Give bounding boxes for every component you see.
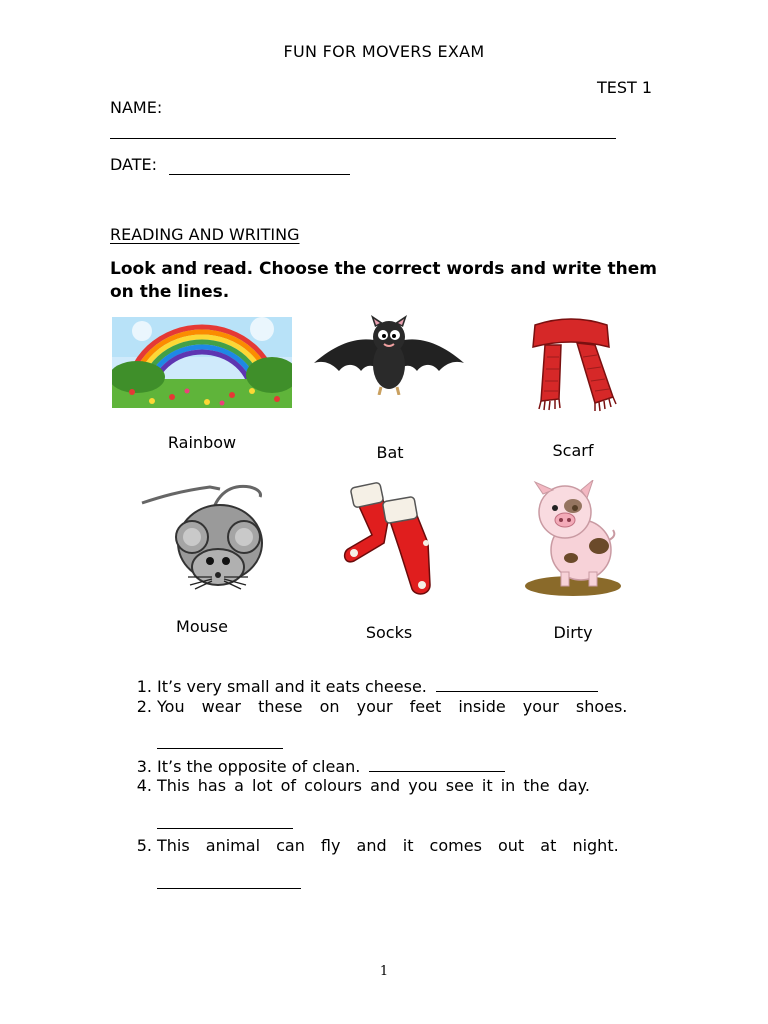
question-text: It’s very small and it eats cheese. (157, 677, 427, 696)
caption-mouse: Mouse (176, 617, 228, 636)
caption-scarf: Scarf (552, 441, 594, 460)
question-text: This animal can fly and it comes out at night. (157, 836, 619, 855)
question-number: 3. (136, 757, 152, 776)
caption-socks: Socks (365, 623, 413, 642)
question-text: You wear these on your feet inside your shoes. (157, 697, 628, 716)
exam-title: FUN FOR MOVERS EXAM (283, 42, 485, 61)
answer-blank[interactable] (157, 874, 301, 889)
dirty-pig-picture (521, 480, 623, 600)
answer-blank[interactable] (157, 814, 293, 829)
name-answer-line[interactable] (110, 138, 616, 139)
question-number: 2. (136, 697, 152, 716)
date-label: DATE: (110, 155, 158, 174)
question-text: It’s the opposite of clean. (157, 757, 361, 776)
caption-rainbow: Rainbow (167, 433, 237, 452)
rainbow-picture (112, 317, 292, 408)
test-label: TEST 1 (597, 78, 653, 97)
question-number: 1. (136, 677, 152, 696)
section-heading: READING AND WRITING (110, 225, 300, 244)
question-number: 4. (136, 776, 152, 795)
page-number: 1 (379, 964, 389, 979)
answer-blank[interactable] (369, 757, 505, 772)
caption-dirty: Dirty (553, 623, 593, 642)
bat-picture (309, 315, 469, 395)
answer-blank[interactable] (157, 734, 283, 749)
instruction-text: Look and read. Choose the correct words and write them on the lines. (110, 259, 657, 302)
socks-picture (342, 481, 438, 599)
question-number: 5. (136, 836, 152, 855)
name-label: NAME: (110, 98, 163, 117)
caption-bat: Bat (376, 443, 404, 462)
answer-blank[interactable] (436, 677, 598, 692)
question-text: This has a lot of colours and you see it in the day. (157, 776, 590, 795)
mouse-picture (140, 481, 265, 591)
scarf-picture (525, 317, 617, 415)
date-answer-line[interactable] (169, 174, 350, 175)
